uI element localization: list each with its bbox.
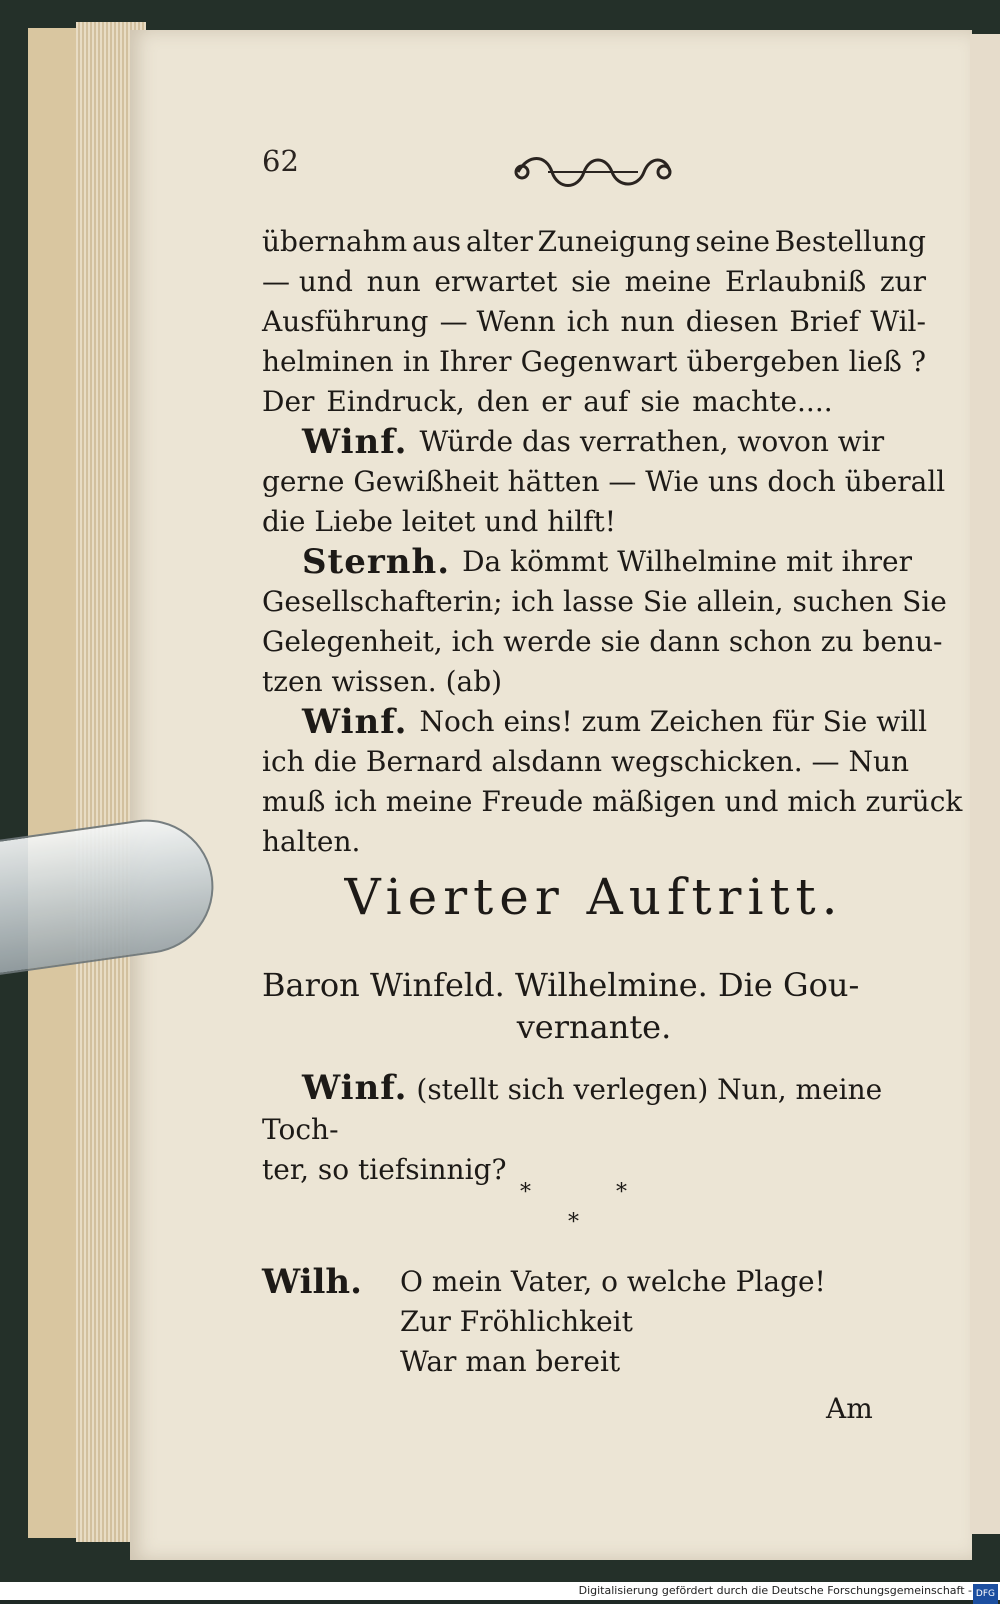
speech-text: Noch eins! zum Zeichen für Sie will (419, 705, 928, 738)
speech-text-line: halten. (262, 825, 361, 858)
asterism (520, 1180, 640, 1240)
asterisk: * (616, 1180, 627, 1205)
speech-sternh (262, 542, 926, 582)
asterisk: * (520, 1180, 531, 1205)
speech-text-line: Gesellschafterin; ich lasse Sie allein, suchen Sie (262, 585, 947, 618)
cast-line: vernante. (516, 1008, 672, 1046)
speech-text: Da kömmt Wilhelmine mit ihrer (462, 545, 912, 578)
speech-text-line: ich die Bernard alsdann wegschicken. — Nun (262, 745, 910, 778)
speaker-name: Sternh. (302, 542, 451, 582)
text-line: helminen in Ihrer Gegenwart übergeben ließ ? (262, 345, 926, 378)
speaker-name: Winf. (302, 702, 408, 742)
opposite-page-rim (970, 34, 1000, 1534)
text-line: — und nun erwartet sie meine Erlaubniß zur (262, 265, 926, 298)
footer-credit: Digitalisierung gefördert durch die Deutsche Forschungsgemeinschaft - (578, 1584, 972, 1597)
digitization-footer (0, 1582, 1000, 1600)
scene-heading: Vierter Auftritt. (344, 868, 844, 926)
speech-winf-2 (262, 702, 926, 742)
speech-text-line: die Liebe leitet und hilft! (262, 505, 617, 538)
asterisk: * (568, 1210, 579, 1235)
verse-line: War man bereit (400, 1345, 621, 1378)
speaker-name: Winf. (302, 422, 408, 462)
speech-text: Würde das verrathen, wovon wir (419, 425, 885, 458)
speaker-name: Winf. (302, 1068, 408, 1108)
speech-text-line: muß ich meine Freude mäßigen und mich zurück (262, 785, 963, 818)
page-number: 62 (262, 144, 299, 178)
cast-list (262, 964, 926, 1048)
speech-text-line: gerne Gewißheit hätten — Wie uns doch überall (262, 465, 946, 498)
speech-text-line: ter, so tiefsinnig? (262, 1153, 507, 1186)
speech-text-line: Gelegenheit, ich werde sie dann schon zu benu- (262, 625, 943, 658)
speech-text: (stellt sich verlegen) Nun, meine Toch- (262, 1073, 883, 1146)
dfg-logo-badge: DFG (973, 1584, 998, 1604)
speech-winf-1 (262, 422, 926, 462)
speech-text-line: tzen wissen. (ab) (262, 665, 503, 698)
cast-line: Baron Winfeld. Wilhelmine. Die Gou- (262, 966, 860, 1004)
printer-ornament (508, 150, 678, 194)
text-line: übernahm aus alter Zuneigung seine Bestellung (262, 225, 926, 258)
speaker-name: Wilh. (262, 1262, 362, 1302)
text-line: Der Eindruck, den er auf sie machte.... (262, 385, 833, 418)
verse-line: O mein Vater, o welche Plage! (400, 1265, 826, 1298)
verse-line: Zur Fröhlichkeit (400, 1305, 633, 1338)
catchword: Am (826, 1392, 873, 1425)
body-text (262, 222, 963, 862)
text-line: Ausführung — Wenn ich nun diesen Brief Wil- (262, 305, 926, 338)
verse-block (262, 1262, 926, 1382)
speech-winf-3 (262, 1068, 926, 1190)
